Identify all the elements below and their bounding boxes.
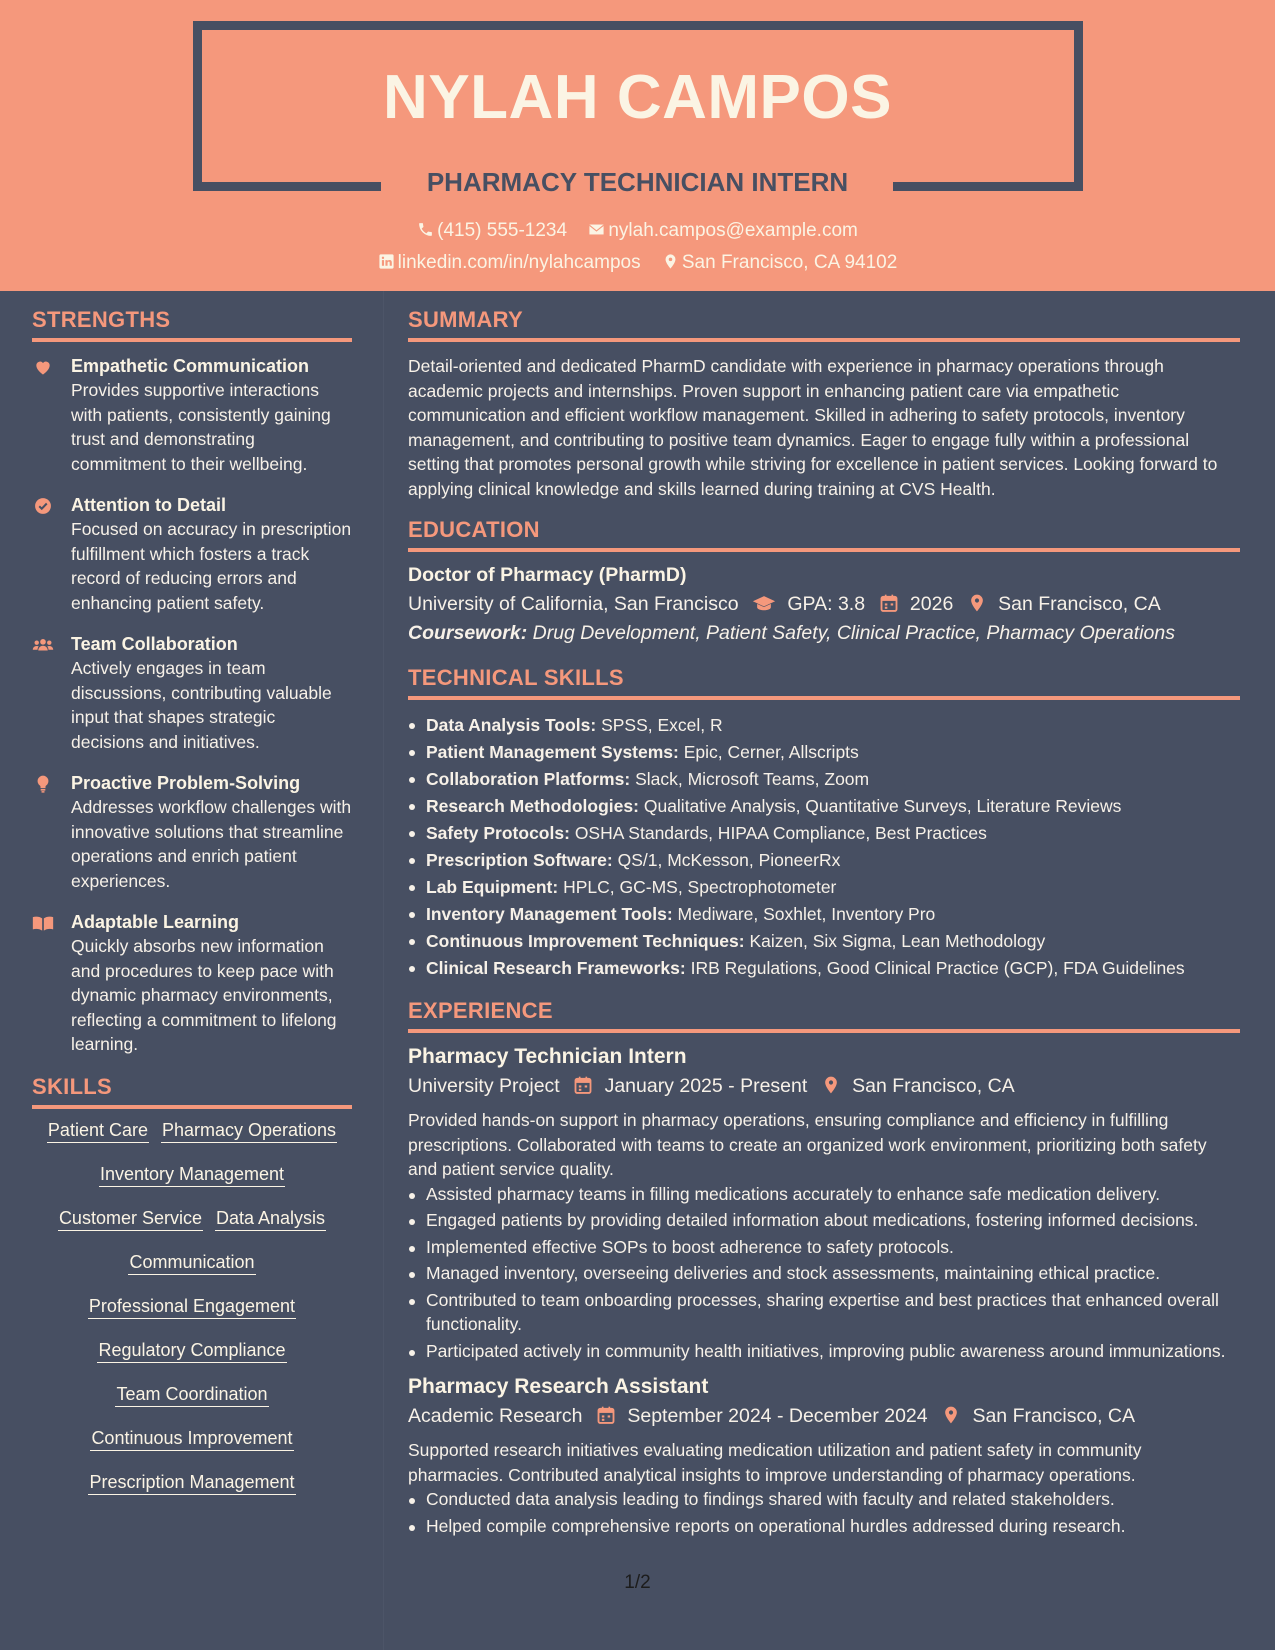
contact-linkedin[interactable] — [378, 252, 641, 274]
education-location: San Francisco, CA — [998, 593, 1161, 615]
skill-tag: Inventory Management — [99, 1165, 285, 1187]
job-dates: September 2024 - December 2024 — [627, 1405, 928, 1427]
tech-skill-label: Patient Management Systems: — [426, 742, 679, 762]
tech-skill-value: OSHA Standards, HIPAA Compliance, Best Practices — [574, 823, 987, 843]
tech-skill-label: Research Methodologies: — [426, 796, 639, 816]
tech-skill-label: Inventory Management Tools: — [426, 904, 673, 924]
left-column — [32, 307, 352, 1517]
strength-item — [32, 493, 352, 615]
map-pin-icon — [662, 253, 679, 270]
envelope-icon — [588, 221, 605, 238]
skill-tag: Pharmacy Operations — [161, 1121, 337, 1143]
graduation-cap-icon — [752, 593, 776, 613]
calendar-icon — [879, 593, 899, 613]
strengths-heading: STRENGTHS — [32, 307, 352, 342]
strength-item — [32, 910, 352, 1057]
list-item — [408, 955, 1240, 982]
tech-skill-value: SPSS, Excel, R — [601, 715, 723, 735]
education-heading: EDUCATION — [408, 517, 1240, 552]
strength-desc: Addresses workflow challenges with innovative solutions that streamline operations and enrich patient experiences. — [71, 797, 352, 891]
list-item — [408, 901, 1240, 928]
job-org: Academic Research — [408, 1405, 583, 1427]
skill-tag: Customer Service — [58, 1209, 203, 1231]
school-name: University of California, San Francisco — [408, 593, 739, 615]
strength-item — [32, 354, 352, 476]
tech-skill-label: Continuous Improvement Techniques: — [426, 931, 745, 951]
tech-skill-label: Lab Equipment: — [426, 877, 559, 897]
list-item: Participated actively in community health initiatives, improving public awareness around immunizations. — [408, 1339, 1240, 1364]
degree-title: Doctor of Pharmacy (PharmD) — [408, 564, 687, 586]
candidate-name: NYLAH CAMPOS — [383, 63, 892, 132]
phone-text: (415) 555-1234 — [437, 220, 568, 241]
job-description: Provided hands-on support in pharmacy operations, ensuring compliance and efficiency in fulfilling prescriptions. Collaborated with teams to create an organized work environment, prioritizing both safety and patient service quality. — [408, 1110, 1207, 1179]
map-pin-icon — [941, 1405, 961, 1425]
tech-skill-value: Kaizen, Six Sigma, Lean Methodology — [749, 931, 1046, 951]
job-location: San Francisco, CA — [972, 1405, 1136, 1427]
phone-icon — [417, 221, 434, 238]
job-entry — [408, 1375, 1240, 1538]
gpa: GPA: 3.8 — [787, 593, 866, 615]
skill-tag: Team Coordination — [115, 1385, 268, 1407]
tech-skill-value: Qualitative Analysis, Quantitative Surveys, Literature Reviews — [643, 796, 1122, 816]
header-banner — [0, 0, 1275, 291]
graduation-year: 2026 — [909, 593, 954, 615]
tech-skill-value: HPLC, GC-MS, Spectrophotometer — [563, 877, 837, 897]
location-text: San Francisco, CA 94102 — [681, 252, 898, 273]
job-meta — [408, 1405, 1240, 1428]
education-meta — [408, 593, 1240, 616]
summary-text: Detail-oriented and dedicated PharmD candidate with experience in pharmacy operations through academic projects and internships. Proven support in enhancing patient care via empathetic communication and efficient workflow management. Skilled in adhering to safety protocols, inventory management, and contributing to positive team dynamics. Eager to engage fully within a professional setting that promotes personal growth while striving for excellence in patient services. Looking forward to applying clinical knowledge and skills learned during training at CVS Health. — [408, 356, 1218, 499]
strength-desc: Focused on accuracy in prescription fulfillment which fosters a track record of reducing errors and enhancing patient safety. — [71, 519, 352, 613]
strength-title: Proactive Problem-Solving — [71, 773, 301, 793]
right-column — [408, 307, 1240, 1550]
tech-skill-label: Safety Protocols: — [426, 823, 570, 843]
lightbulb-icon — [32, 774, 54, 794]
list-item — [408, 739, 1240, 766]
page-number: 1/2 — [624, 1572, 651, 1593]
job-org: University Project — [408, 1075, 560, 1097]
technical-skills-heading: TECHNICAL SKILLS — [408, 665, 1240, 700]
list-item: Contributed to team onboarding processes, sharing expertise and best practices that enhanced overall functionality. — [408, 1288, 1240, 1337]
list-item: Assisted pharmacy teams in filling medications accurately to enhance safe medication delivery. — [408, 1182, 1240, 1207]
map-pin-icon — [967, 593, 987, 613]
skill-tag: Patient Care — [47, 1121, 149, 1143]
list-item: Implemented effective SOPs to boost adherence to safety protocols. — [408, 1235, 1240, 1260]
calendar-icon — [596, 1405, 616, 1425]
strength-title: Adaptable Learning — [71, 912, 240, 932]
job-dates: January 2025 - Present — [604, 1075, 808, 1097]
job-description: Supported research initiatives evaluating medication utilization and patient safety in community pharmacies. Contributed analytical insights to improve understanding of pharmacy operations. — [408, 1440, 1142, 1485]
list-item — [408, 820, 1240, 847]
list-item — [408, 712, 1240, 739]
list-item — [408, 847, 1240, 874]
list-item — [408, 793, 1240, 820]
coursework-list: Drug Development, Patient Safety, Clinical Practice, Pharmacy Operations — [532, 622, 1175, 644]
tech-skill-label: Prescription Software: — [426, 850, 613, 870]
list-item: Helped compile comprehensive reports on operational hurdles addressed during research. — [408, 1514, 1240, 1539]
tech-skill-label: Data Analysis Tools: — [426, 715, 597, 735]
strength-desc: Actively engages in team discussions, contributing valuable input that shapes strategic decisions and initiatives. — [71, 658, 332, 752]
list-item: Conducted data analysis leading to findings shared with faculty and related stakeholders. — [408, 1487, 1240, 1512]
strength-desc: Provides supportive interactions with patients, consistently gaining trust and demonstrating commitment to their wellbeing. — [71, 380, 331, 474]
skill-tag: Professional Engagement — [88, 1297, 296, 1319]
strength-desc: Quickly absorbs new information and procedures to keep pace with dynamic pharmacy environments, reflecting a commitment to lifelong learning. — [71, 936, 337, 1054]
tech-skill-value: Epic, Cerner, Allscripts — [683, 742, 859, 762]
contact-email[interactable] — [588, 220, 858, 242]
job-bullets — [408, 1487, 1240, 1538]
strength-title: Empathetic Communication — [71, 356, 310, 376]
skills-list — [32, 1121, 352, 1517]
strength-title: Team Collaboration — [71, 634, 238, 654]
contact-row-2 — [0, 252, 1275, 274]
skill-tag: Continuous Improvement — [90, 1429, 293, 1451]
tech-skill-label: Collaboration Platforms: — [426, 769, 631, 789]
job-entry — [408, 1045, 1240, 1363]
contact-location — [662, 252, 897, 274]
experience-heading: EXPERIENCE — [408, 998, 1240, 1033]
job-entry-title: Pharmacy Technician Intern — [408, 1045, 687, 1068]
check-circle-icon — [32, 496, 54, 516]
list-item: Managed inventory, overseeing deliveries and stock assessments, maintaining ethical practice. — [408, 1261, 1240, 1286]
contact-phone[interactable] — [417, 220, 567, 242]
email-text: nylah.campos@example.com — [608, 220, 858, 241]
tech-skill-label: Clinical Research Frameworks: — [426, 958, 686, 978]
tech-skill-value: IRB Regulations, Good Clinical Practice (GCP), FDA Guidelines — [690, 958, 1185, 978]
tech-skill-value: Slack, Microsoft Teams, Zoom — [635, 769, 870, 789]
tech-skill-value: QS/1, McKesson, PioneerRx — [617, 850, 841, 870]
contact-row-1 — [0, 220, 1275, 242]
column-divider — [383, 291, 384, 1650]
job-bullets — [408, 1182, 1240, 1364]
list-item — [408, 874, 1240, 901]
map-pin-icon — [821, 1075, 841, 1095]
list-item: Engaged patients by providing detailed information about medications, fostering informed decisions. — [408, 1208, 1240, 1233]
list-item — [408, 928, 1240, 955]
users-icon — [32, 635, 54, 655]
book-icon — [32, 913, 54, 933]
skills-heading: SKILLS — [32, 1074, 352, 1109]
linkedin-text: linkedin.com/in/nylahcampos — [397, 252, 641, 273]
job-entry-title: Pharmacy Research Assistant — [408, 1375, 709, 1398]
calendar-icon — [573, 1075, 593, 1095]
job-meta — [408, 1075, 1240, 1098]
list-item — [408, 766, 1240, 793]
skill-tag: Regulatory Compliance — [97, 1341, 286, 1363]
tech-skill-value: Mediware, Soxhlet, Inventory Pro — [677, 904, 936, 924]
linkedin-icon — [378, 253, 395, 270]
technical-skills-list — [408, 712, 1240, 982]
skill-tag: Data Analysis — [215, 1209, 326, 1231]
heart-icon — [32, 357, 54, 377]
job-location: San Francisco, CA — [852, 1075, 1015, 1097]
summary-heading: SUMMARY — [408, 307, 1240, 342]
strength-item — [32, 632, 352, 754]
skill-tag: Prescription Management — [88, 1473, 295, 1495]
coursework-label: Coursework: — [408, 622, 528, 644]
job-title: PHARMACY TECHNICIAN INTERN — [426, 167, 849, 197]
coursework-line — [408, 622, 1240, 645]
strength-title: Attention to Detail — [71, 495, 226, 515]
strength-item — [32, 771, 352, 893]
skill-tag: Communication — [128, 1253, 255, 1275]
